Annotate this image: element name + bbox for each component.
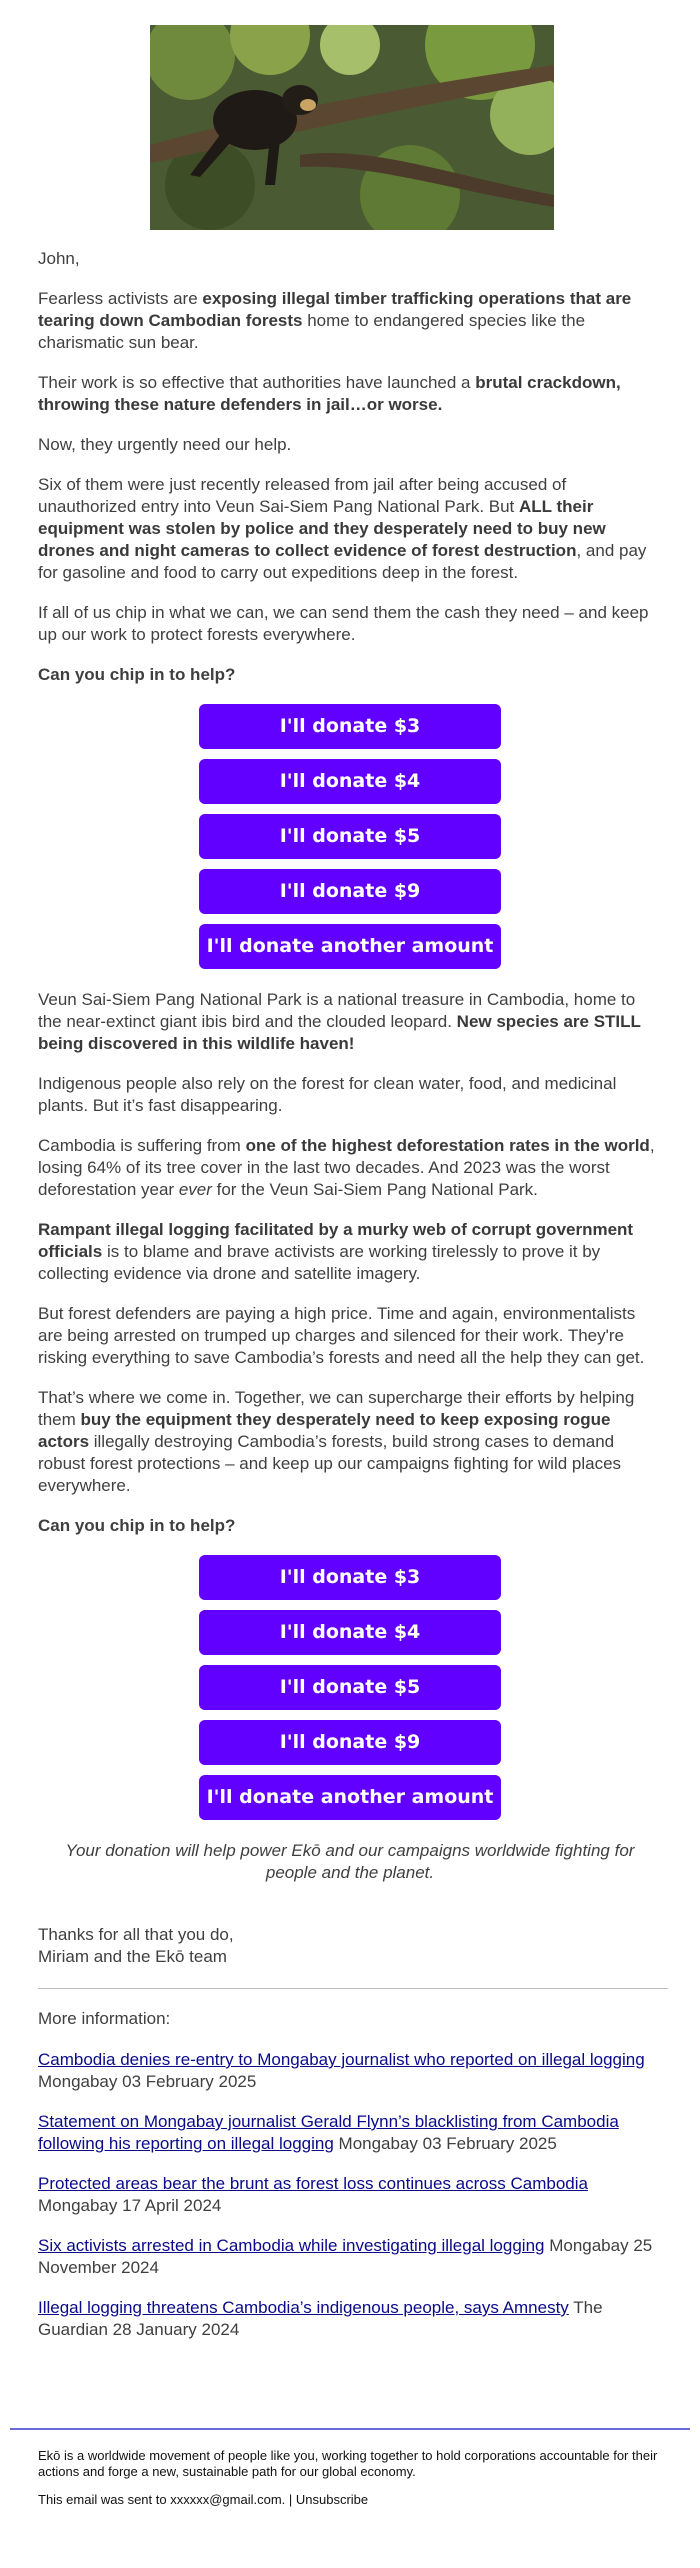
reference-link[interactable]: Illegal logging threatens Cambodia’s indigenous people, says Amnesty bbox=[38, 2298, 569, 2317]
wecome-bold: buy the equipment they desperately need to keep exposing rogue actors bbox=[38, 1410, 611, 1451]
thanks-line: Thanks for all that you do, bbox=[38, 1925, 234, 1944]
released-text-end: , and pay for gasoline and food to carry out expeditions deep in the forest. bbox=[38, 541, 647, 582]
intro-text-end: home to endangered species like the charismatic sun bear. bbox=[38, 311, 586, 352]
donate-5-button[interactable]: I'll donate $5 bbox=[199, 1665, 501, 1710]
divider bbox=[38, 1988, 668, 1989]
crackdown-paragraph bbox=[38, 372, 662, 416]
donate-9-button[interactable]: I'll donate $9 bbox=[199, 1720, 501, 1765]
donate-button-group-1 bbox=[38, 704, 662, 979]
greeting: John, bbox=[38, 249, 80, 268]
donate-3-button[interactable]: I'll donate $3 bbox=[199, 1555, 501, 1600]
separator: . | bbox=[281, 2492, 296, 2507]
intro-paragraph bbox=[38, 288, 662, 354]
donate-3-button[interactable]: I'll donate $3 bbox=[199, 704, 501, 749]
crackdown-text: Their work is so effective that authorities have launched a bbox=[38, 373, 476, 392]
deforestation-text-2: , losing 64% of its tree cover in the last two decades. And 2023 was the worst deforestation year bbox=[38, 1136, 655, 1199]
urgent-paragraph: Now, they urgently need our help. bbox=[38, 435, 292, 454]
reference-item bbox=[38, 2297, 662, 2341]
reference-source: Mongabay 17 April 2024 bbox=[38, 2196, 222, 2215]
reference-link[interactable]: Cambodia denies re-entry to Mongabay journalist who reported on illegal logging bbox=[38, 2050, 645, 2069]
logging-paragraph bbox=[38, 1219, 662, 1285]
more-info-heading: More information: bbox=[38, 2009, 171, 2028]
deforestation-text: Cambodia is suffering from bbox=[38, 1136, 246, 1155]
park-paragraph bbox=[38, 989, 662, 1055]
wecome-text-end: illegally destroying Cambodia’s forests, build strong cases to demand robust forest protections – and keep up our campaigns fighting for wild places everywhere. bbox=[38, 1432, 622, 1495]
footer-divider bbox=[10, 2428, 690, 2430]
logging-bold: Rampant illegal logging facilitated by a murky web of corrupt government officials bbox=[38, 1220, 634, 1261]
donate-other-amount-button[interactable]: I'll donate another amount bbox=[199, 924, 501, 969]
deforestation-italic: ever bbox=[178, 1180, 212, 1199]
defenders-paragraph: But forest defenders are paying a high price. Time and again, environmentalists are being arrested on trumped up charges and silenced for their work. They're risking everything to save Cambodia’s forests and need all the help they can get. bbox=[38, 1304, 645, 1367]
logging-text: is to blame and brave activists are working tirelessly to prove it by collecting evidence via drone and satellite imagery. bbox=[38, 1242, 601, 1283]
released-text: Six of them were just recently released from jail after being accused of unauthorized entry into Veun Sai-Siem Pang National Park. But bbox=[38, 475, 567, 516]
park-text: Veun Sai-Siem Pang National Park is a national treasure in Cambodia, home to the near-extinct giant ibis bird and the clouded leopard. bbox=[38, 990, 636, 1031]
donate-5-button[interactable]: I'll donate $5 bbox=[199, 814, 501, 859]
deforestation-paragraph bbox=[38, 1135, 662, 1201]
donate-other-amount-button[interactable]: I'll donate another amount bbox=[199, 1775, 501, 1820]
sent-prefix: This email was sent to bbox=[38, 2492, 171, 2507]
reference-item bbox=[38, 2235, 662, 2279]
crackdown-bold: brutal crackdown, throwing these nature defenders in jail…or worse. bbox=[38, 373, 621, 414]
reference-link[interactable]: Six activists arrested in Cambodia while investigating illegal logging bbox=[38, 2236, 545, 2255]
sun-bear-photo bbox=[150, 25, 554, 230]
donate-4-button[interactable]: I'll donate $4 bbox=[199, 1610, 501, 1655]
donate-4-button[interactable]: I'll donate $4 bbox=[199, 759, 501, 804]
signoff bbox=[38, 1924, 662, 1968]
indigenous-paragraph: Indigenous people also rely on the forest for clean water, food, and medicinal plants. But it’s fast disappearing. bbox=[38, 1074, 617, 1115]
reference-item bbox=[38, 2111, 662, 2155]
reference-link[interactable]: Protected areas bear the brunt as forest loss continues across Cambodia bbox=[38, 2174, 588, 2193]
deforestation-text-3: for the Veun Sai-Siem Pang National Park. bbox=[211, 1180, 538, 1199]
donate-button-group-2 bbox=[38, 1555, 662, 1830]
donation-power-note: Your donation will help power Ekō and our campaigns worldwide fighting for people and the planet. bbox=[65, 1841, 635, 1882]
reference-source: Mongabay 03 February 2025 bbox=[38, 2072, 257, 2091]
footer bbox=[38, 2448, 662, 2520]
park-bold: New species are STILL being discovered in this wildlife haven! bbox=[38, 1012, 641, 1053]
email-body bbox=[38, 248, 662, 2359]
deforestation-bold: one of the highest deforestation rates in the world bbox=[245, 1136, 650, 1155]
wecome-paragraph bbox=[38, 1387, 662, 1497]
reference-link[interactable]: Statement on Mongabay journalist Gerald Flynn’s blacklisting from Cambodia following his reporting on illegal logging bbox=[38, 2112, 619, 2153]
reference-source: The Guardian 28 January 2024 bbox=[38, 2298, 603, 2339]
footer-sent-line bbox=[38, 2492, 662, 2508]
footer-about: Ekō is a worldwide movement of people like you, working together to hold corporations accountable for their actions and forge a new, sustainable path for our global economy. bbox=[38, 2448, 658, 2479]
donate-9-button[interactable]: I'll donate $9 bbox=[199, 869, 501, 914]
intro-text: Fearless activists are bbox=[38, 289, 203, 308]
chip-question-2: Can you chip in to help? bbox=[38, 1516, 236, 1535]
released-bold: ALL their equipment was stolen by police and they desperately need to buy new drones and night cameras to collect evidence of forest destruction bbox=[38, 497, 606, 560]
unsubscribe-link[interactable]: Unsubscribe bbox=[295, 2492, 369, 2507]
reference-item bbox=[38, 2173, 662, 2217]
reference-item bbox=[38, 2049, 662, 2093]
recipient-email: xxxxxx@gmail.com bbox=[170, 2492, 282, 2507]
sun-bear-image bbox=[150, 25, 554, 230]
intro-bold: exposing illegal timber trafficking operations that are tearing down Cambodian forests bbox=[38, 289, 632, 330]
chip-in-paragraph: If all of us chip in what we can, we can send them the cash they need – and keep up our work to protect forests everywhere. bbox=[38, 603, 649, 644]
chip-question-1: Can you chip in to help? bbox=[38, 665, 236, 684]
released-paragraph bbox=[38, 474, 662, 584]
reference-source: Mongabay 03 February 2025 bbox=[333, 2134, 557, 2153]
signoff-name: Miriam and the Ekō team bbox=[38, 1947, 227, 1966]
reference-source: Mongabay 25 November 2024 bbox=[38, 2236, 653, 2277]
wecome-text: That’s where we come in. Together, we can supercharge their efforts by helping them bbox=[38, 1388, 635, 1429]
